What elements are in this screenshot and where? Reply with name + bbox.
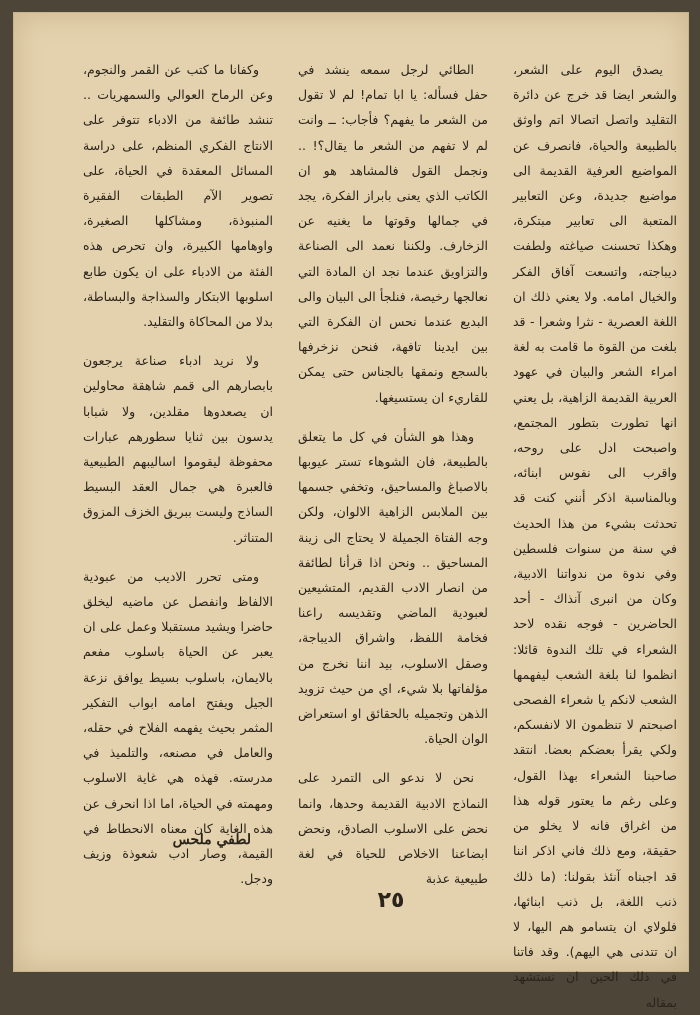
paragraph: ومتى تحرر الاديب من عبودية الالفاظ وانفصل عن ماضيه ليخلق حاضرا ويشيد مستقبلا وعمل على ان يعبر عن الحياة باسلوب مفعم بالايمان، باسلوب بسيط يوافق نزعة الجيل ويفتح امامه ابواب التفكير المثمر بحيث يفهمه الفلاح في حقله، والعامل في مصنعه، والتلميذ في مدرسته. فهذه هي غاية الاسلوب ومهمته في الحياة، اما اذا انحرف عن هذه الغاية كان معناه الانحطاط في القيمة، وصار ادب شعوذة وزيف ودجل. bbox=[83, 568, 273, 887]
paragraph-gap bbox=[83, 334, 273, 348]
paragraph: نحن لا ندعو الى التمرد على النماذج الادبية القديمة وحدها، وانما نحض على الاسلوب الصادق، ونحض ابضاعنا الاخلاص للحياة في لغة طبيعية عذبة bbox=[298, 770, 488, 887]
text-column-middle bbox=[298, 57, 488, 892]
paragraph-gap bbox=[298, 410, 488, 424]
paragraph: يصدق اليوم على الشعر، والشعر ايضا قد خرج عن دائرة التقليد واتصل اتصالا اتم واوثق بالطبيعة والحياة، فانصرف عن المواضيع العرفية القديمة الى مواضيع جديدة، وعن التعابير المتعبة الى تعابير مبتكرة، وهكذا تحسنت صياغته ولطفت ديباجته، واتسعت آفاق الفكر والخيال امامه. ولا يعني ذلك ان اللغة العصرية - نثرا وشعرا - قد بلغت من القوة ما قامت به لغة امراء الشعر والبيان في عهود العربية القديمة الزاهية، بل يعني انها تطورت بتطور المجتمع، واصبحت ادل على روحه، واقرب الى نفوس ابنائه، وبالمناسبة اذكر أنني كنت قد تحدثت بشيء من هذا الحديث في سنة من سنوات فلسطين وفي ندوة من ندواتنا الادبية، وكان من انبرى آنذاك - أحد الحاضرين - فوجه نقده لاحد الشعراء في تلك الندوة قائلا: انظموا لنا بلغة الشعب ليفهمها الشعب لانكم يا شعراء الفصحى اصبحتم لا تنظمون الا لانفسكم، ولكي يقرأ بعضكم بعضا. انتقد صاحبنا الشعراء بهذا القول، وعلى رغم ما يعتور قوله هذا من اغراق فانه لا يخلو من حقيقة، ومع ذلك فاني اذكر اننا قد اجبناه آنئذ بقولنا: (ما ذلك ذنب اللغة، بل ذنب ابنائها، فلولاي ان يتسامو هم اليها، لا ان تتدنى هي اليهم). وقد فاتنا في ذلك الحين ان نستشهد بمقاله bbox=[513, 62, 677, 1010]
paragraph-gap bbox=[83, 550, 273, 564]
paragraph: الطائي لرجل سمعه ينشد في حفل فسأله: يا ابا تمام! لم لا تقول من الشعر ما يفهم؟ فأجاب: ــ وانت لم لا تفهم من الشعر ما يقال؟! .. ونجمل القول فالمشاهد هو ان الكاتب الذي يعنى بابراز الفكرة، يجد في جمالها وقوتها ما يغنيه عن الزخارف. ولكننا نعمد الى الصناعة والتزاويق عندما نجد ان المادة التي نعالجها رخيصة، فنلجأ الى البيان والى البديع عندما نحس ان الفكرة التي بين ايدينا تافهة، فنحن نزخرفها بالسجع ونمقها بالجناس حتى يمكن للقاريء ان يستسيغها. bbox=[298, 62, 488, 405]
text-column-left bbox=[83, 57, 273, 892]
paragraph: ولا نريد ادباء صناعة يرجعون بابصارهم الى قمم شاهقة محاولين ان يصعدوها مقلدين، ولا شبابا يدسون بين ثنايا سطورهم عبارات محفوظة ليقوموا اساليبهم الطبيعية فالعبرة هي جمال العقد البسيط الساذج وليست ببريق الخزف المزوق المتناثر. bbox=[83, 353, 273, 545]
paragraph: وكفانا ما كتب عن القمر والنجوم، وعن الرماح العوالي والسمهريات .. تنشد طائفة من الادباء تتوفر على الانتاج الفكري المنظم، على دراسة المسائل المعقدة في الحياة، على تصوير الآم الطبقات الفقيرة المنبوذة، ومشاكلها الصغيرة، واوهامها الكبيرة، وان تحرص هذه الفئة من الادباء على ان يكون طابع اسلوبها الابتكار والسذاجة والبساطة، بدلا من المحاكاة والتقليد. bbox=[83, 62, 273, 330]
author-signature: لطفي ملحس bbox=[172, 832, 251, 848]
paragraph-gap bbox=[298, 751, 488, 765]
magazine-page bbox=[13, 12, 689, 1010]
paragraph: وهذا هو الشأن في كل ما يتعلق بالطبيعة، فان الشوهاء تستر عيوبها بالاصباغ والمساحيق، وتخفي جسمها بين الملابس الزاهية الالوان، ولكن وجه الفتاة الجميلة لا يحتاج الى زينة المساحيق .. ونحن اذا قرأنا لطائفة من انصار الادب القديم، المتشيعين لعبودية الماضي وتقديسه راعنا فخامة اللفظ، واشراق الديباجة، وصقل الاسلوب، بيد اننا نخرج من مؤلفاتها بلا شيء، اي من حيث تزويد الذهن وتجميله بالحقائق او استعراض الوان الحياة. bbox=[298, 428, 488, 747]
text-column-right bbox=[513, 57, 677, 1015]
page-number: ٢٥ bbox=[377, 888, 405, 913]
